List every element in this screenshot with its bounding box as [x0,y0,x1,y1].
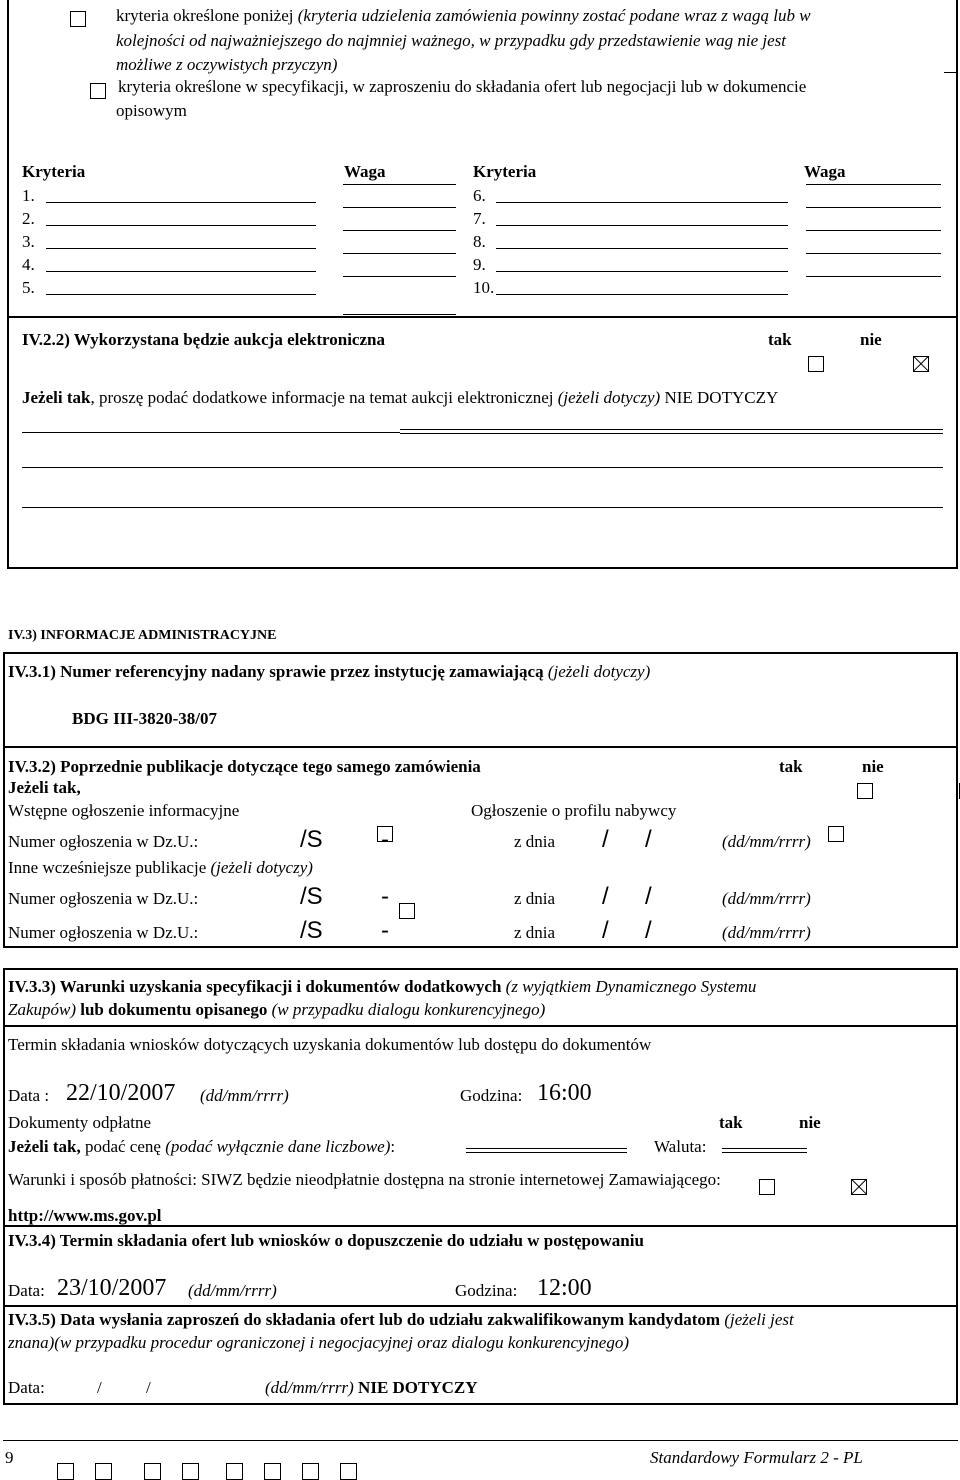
option1-text: kryteria określone poniżej [116,6,294,25]
left-weight-field-4[interactable] [343,253,456,254]
right-criterion-field-4[interactable] [496,271,788,272]
row3-slash-s: /S [300,917,323,944]
date-digit-box[interactable] [144,1463,161,1480]
left-weight-field-extra[interactable] [343,314,456,315]
auction-box [7,316,958,569]
spec-deadline-label: Termin składania wniosków dotyczących uzyskania dokumentów lub dostępu do dokumentów [8,1035,652,1054]
spec-hour-value: 16:00 [537,1080,592,1106]
profile-checkbox[interactable] [828,826,844,842]
paid-nie-label: nie [799,1113,821,1132]
currency-label: Waluta: [654,1137,707,1156]
left-weight-field-5[interactable] [343,276,456,277]
ref-heading: IV.3.1) Numer referencyjny nadany sprawie przez instytucję zamawiającą (jeżeli dotyczy) [8,662,651,681]
offers-date-value: 23/10/2007 [57,1275,167,1301]
col-kryteria-left: Kryteria [22,162,86,181]
right-weight-field-2[interactable] [806,207,941,208]
paid-tak-checkbox[interactable] [759,1179,775,1195]
paid-nie-checkbox[interactable] [851,1179,867,1195]
row2-slash-s: /S [300,883,323,910]
row3-dash: - [381,917,389,944]
left-item-3: 3. [22,232,35,251]
left-item-5: 5. [22,278,35,297]
col-kryteria-right: Kryteria [473,162,537,181]
option1-note: (kryteria udzielenia zamówienia powinny zostać podane wraz z wagą lub w [297,6,811,25]
row3-number-label: Numer ogłoszenia w Dz.U.: [8,923,199,942]
date-digit-box[interactable] [182,1463,199,1480]
spec-date-value: 22/10/2007 [66,1080,176,1106]
auction-nie-label: nie [860,330,882,349]
right-weight-field-5[interactable] [806,276,941,277]
date-digit-box[interactable] [57,1463,74,1480]
left-item-2: 2. [22,209,35,228]
price-line: Jeżeli tak, podać cenę (podać wyłącznie dane liczbowe): [8,1137,396,1156]
offers-data-label: Data: [8,1281,45,1300]
spec-data-label: Data : [8,1086,50,1105]
row2-date-format: (dd/mm/rrrr) [722,889,811,908]
page-number: 9 [5,1448,14,1467]
prior-jezeli: Jeżeli tak, [8,778,81,797]
offers-hour-value: 12:00 [537,1275,592,1301]
option1-note-line3: możliwe z oczywistych przyczyn) [116,55,338,74]
date-slash-1: / [97,1378,102,1397]
date-digit-box[interactable] [264,1463,281,1480]
option2-text-line2: opisowym [116,101,187,120]
auction-tak-label: tak [768,330,792,349]
spec-url[interactable]: http://www.ms.gov.pl [8,1206,162,1225]
offers-date-format: (dd/mm/rrrr) [188,1281,277,1300]
other-label: Inne wcześniejsze publikacje (jeżeli dotyczy) [8,858,313,877]
row1-number-label: Numer ogłoszenia w Dz.U.: [8,832,199,851]
offers-hour-label: Godzina: [455,1281,518,1300]
criteria-below-checkbox[interactable] [70,11,86,27]
row1-slash-s: /S [300,826,323,853]
date-digit-box[interactable] [302,1463,319,1480]
right-weight-field-3[interactable] [806,230,941,231]
option2-text: kryteria określone w specyfikacji, w zaproszeniu do składania ofert lub negocjacji lub w dokumencie [118,77,807,96]
admin-section-heading: IV.3) INFORMACJE ADMINISTRACYJNE [8,628,277,643]
invites-data-label: Data: [8,1378,45,1397]
row1-slash-a: / [602,826,609,853]
date-slash-2: / [146,1378,151,1397]
price-field[interactable] [466,1148,627,1153]
left-criterion-field-4[interactable] [46,271,316,272]
ref-value: BDG III-3820-38/07 [72,709,217,728]
invites-date-format-line: (dd/mm/rrrr) NIE DOTYCZY [265,1378,478,1397]
row2-slash-b: / [645,883,652,910]
row1-z-dnia: z dnia [514,832,556,851]
spec-date-format: (dd/mm/rrrr) [200,1086,289,1105]
auction-info: Jeżeli tak, proszę podać dodatkowe informacje na temat aukcji elektronicznej (jeżeli dotyczy) NIE DOTYCZY [22,388,779,407]
row1-dash: - [381,826,389,853]
prior-tak-label: tak [779,757,803,776]
criteria-option1 [116,6,811,26]
row2-dash: - [381,883,389,910]
col-waga-right: Waga [804,162,846,181]
auction-tak-checkbox[interactable] [808,356,824,372]
option1-note-line2: kolejności od najważniejszego do najmniej ważnego, w przypadku gdy przedstawienie wag nie jest [116,31,787,50]
right-item-5: 10. [473,278,495,297]
date-digit-box[interactable] [95,1463,112,1480]
row1-slash-b: / [645,826,652,853]
row3-slash-a: / [602,917,609,944]
form-name: Standardowy Formularz 2 - PL [650,1448,863,1467]
left-criterion-field-1[interactable] [46,202,316,203]
spec-heading-line1: IV.3.3) Warunki uzyskania specyfikacji i dokumentów dodatkowych (z wyjątkiem Dynamicznego Systemu [8,977,757,996]
invites-heading-line2: znana)(w przypadku procedur ograniczonej i negocjacyjnej oraz dialogu konkurencyjnego) [8,1333,629,1352]
row2-z-dnia: z dnia [514,889,556,908]
prior-tak-checkbox[interactable] [857,783,873,799]
prior-heading: IV.3.2) Poprzednie publikacje dotyczące tego samego zamówienia [8,757,481,776]
row2-number-label: Numer ogłoszenia w Dz.U.: [8,889,199,908]
row3-date-format: (dd/mm/rrrr) [722,923,811,942]
currency-field[interactable] [722,1148,807,1153]
paid-tak-label: tak [719,1113,743,1132]
right-criterion-field-5[interactable] [496,294,788,295]
left-weight-field-2[interactable] [343,207,456,208]
left-criterion-field-3[interactable] [46,248,316,249]
right-weight-field-4[interactable] [806,253,941,254]
spec-heading-line2: Zakupów) lub dokumentu opisanego (w przypadku dialogu konkurencyjnego) [8,1000,546,1019]
left-weight-field-3[interactable] [343,230,456,231]
right-item-1: 6. [473,186,486,205]
right-criterion-field-2[interactable] [496,225,788,226]
right-criterion-field-3[interactable] [496,248,788,249]
profile-label: Ogłoszenie o profilu nabywcy [471,801,677,820]
right-item-3: 8. [473,232,486,251]
right-item-2: 7. [473,209,486,228]
offers-heading: IV.3.4) Termin składania ofert lub wniosków o dopuszczenie do udziału w postępowaniu [8,1231,644,1250]
criteria-spec-checkbox[interactable] [90,83,106,99]
left-criterion-field-2[interactable] [46,225,316,226]
spec-hour-label: Godzina: [460,1086,523,1105]
left-criterion-field-5[interactable] [46,294,316,295]
left-item-1: 1. [22,186,35,205]
left-item-4: 4. [22,255,35,274]
row2-slash-a: / [602,883,609,910]
prior-nie-label: nie [862,757,884,776]
right-weight-field-1[interactable] [806,184,941,185]
row3-slash-b: / [645,917,652,944]
auction-heading: IV.2.2) Wykorzystana będzie aukcja elektroniczna [22,330,385,349]
auction-nie-checkbox[interactable] [913,356,929,372]
paid-label: Dokumenty odpłatne [8,1113,152,1132]
row3-z-dnia: z dnia [514,923,556,942]
col-waga-left: Waga [344,162,386,181]
date-digit-box[interactable] [226,1463,243,1480]
invites-heading-line1: IV.3.5) Data wysłania zaproszeń do składania ofert lub do udziału zakwalifikowanym kandydatom (jeżeli jest [8,1310,794,1329]
other-checkbox[interactable] [399,903,415,919]
date-digit-box[interactable] [340,1463,357,1480]
payment-text: Warunki i sposób płatności: SIWZ będzie nieodpłatnie dostępna na stronie internetowej Zamawiającego: [8,1170,721,1189]
left-weight-field-1[interactable] [343,184,456,185]
prelim-label: Wstępne ogłoszenie informacyjne [8,801,240,820]
right-criterion-field-1[interactable] [496,202,788,203]
right-item-4: 9. [473,255,486,274]
row1-date-format: (dd/mm/rrrr) [722,832,811,851]
